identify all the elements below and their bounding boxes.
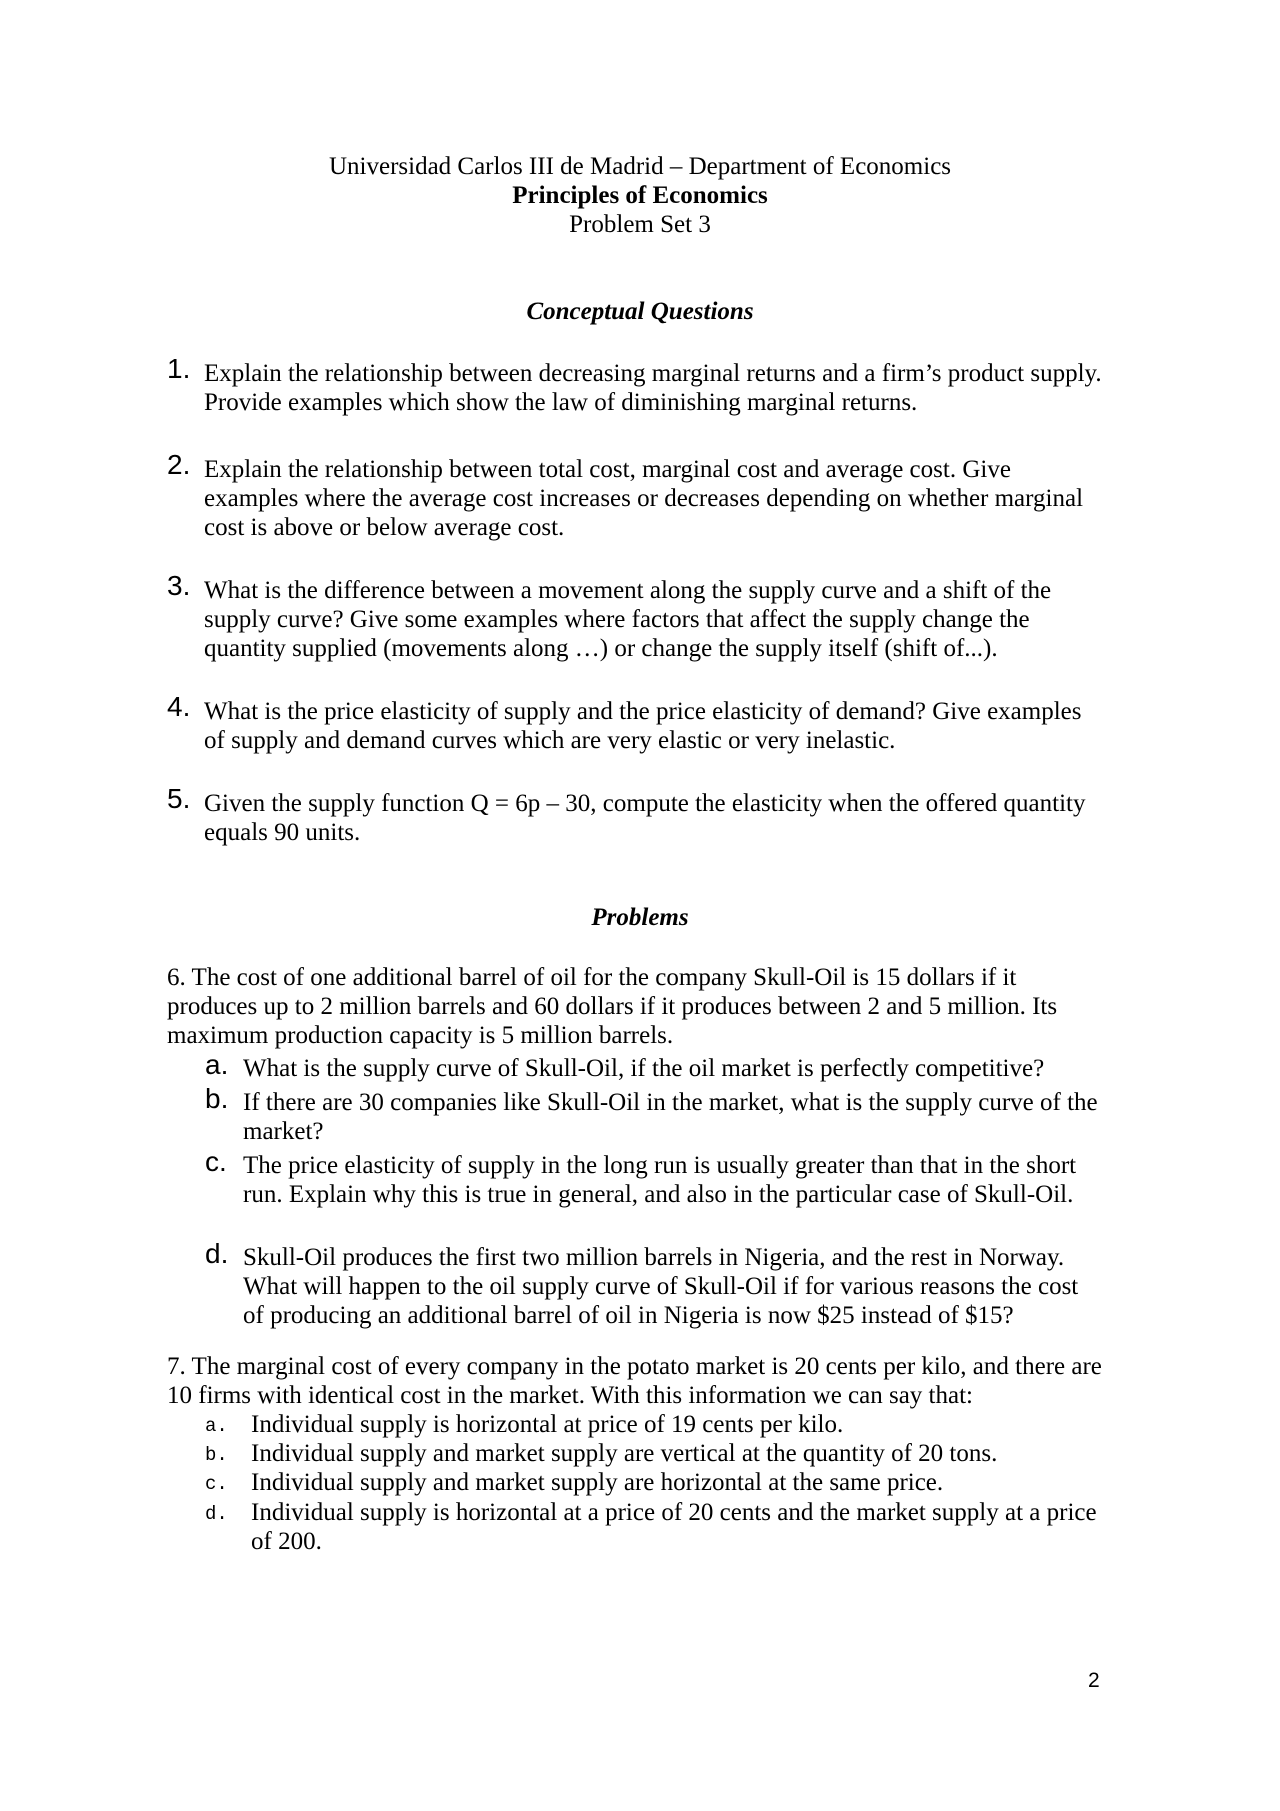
problem-6-intro: 6. The cost of one additional barrel of oil for the company Skull-Oil is 15 dollars if it produces up to 2 million barrels and 60 dollars if it produces between 2 and 5 million. Its maximum production capacity is 5 million barrels.: [167, 964, 1058, 1049]
option-label: d.: [205, 1503, 228, 1525]
page-number: 2: [1088, 1669, 1100, 1692]
question-number: 4.: [167, 691, 191, 722]
question-number: 5.: [167, 783, 191, 814]
item-text: If there are 30 companies like Skull-Oil in the market, what is the supply curve of the market?: [243, 1089, 1098, 1145]
question-text: Given the supply function Q = 6p – 30, compute the elasticity when the offered quantity equals 90 units.: [204, 790, 1086, 846]
option-text: Individual supply is horizontal at price of 19 cents per kilo.: [251, 1411, 844, 1438]
item-label: c.: [205, 1146, 227, 1177]
conceptual-questions-heading: Conceptual Questions: [526, 298, 754, 325]
question-number: 2.: [167, 449, 191, 480]
problem-7-intro: 7. The marginal cost of every company in the potato market is 20 cents per kilo, and there are 10 firms with identical cost in the market. With this information we can say that:: [167, 1353, 1102, 1409]
question-text: What is the difference between a movement along the supply curve and a shift of the supply curve? Give some examples where factors that affect the supply change the quantity supplied (movements along …) or change the supply itself (shift of...).: [204, 577, 1052, 662]
question-text: What is the price elasticity of supply and the price elasticity of demand? Give examples of supply and demand curves which are very elastic or very inelastic.: [204, 698, 1082, 754]
item-text: Skull-Oil produces the first two million barrels in Nigeria, and the rest in Norway. What will happen to the oil supply curve of Skull-Oil if for various reasons the cost of producing an additional barrel of oil in Nigeria is now $25 instead of $15?: [243, 1244, 1079, 1329]
problems-heading: Problems: [591, 904, 689, 931]
item-label: b.: [205, 1083, 229, 1114]
course-title: Principles of Economics: [512, 182, 768, 209]
option-text: Individual supply and market supply are vertical at the quantity of 20 tons.: [251, 1440, 998, 1467]
university-department: Universidad Carlos III de Madrid – Department of Economics: [328, 153, 952, 180]
option-label: c.: [205, 1473, 228, 1495]
option-label: b.: [205, 1444, 228, 1466]
option-label: a.: [205, 1415, 228, 1437]
item-label: d.: [205, 1238, 229, 1269]
question-text: Explain the relationship between total cost, marginal cost and average cost. Give examples where the average cost increases or decreases depending on whether marginal cost is above or below average cost.: [204, 456, 1084, 541]
item-text: What is the supply curve of Skull-Oil, if the oil market is perfectly competitive?: [243, 1055, 1045, 1082]
question-number: 3.: [167, 570, 191, 601]
question-text: Explain the relationship between decreasing marginal returns and a firm’s product supply. Provide examples which show the law of diminishing marginal returns.: [204, 360, 1102, 416]
option-text: Individual supply is horizontal at a price of 20 cents and the market supply at a price of 200.: [251, 1499, 1097, 1555]
problem-set-title: Problem Set 3: [569, 211, 711, 238]
item-label: a.: [205, 1049, 229, 1080]
question-number: 1.: [167, 353, 191, 384]
item-text: The price elasticity of supply in the long run is usually greater than that in the short run. Explain why this is true in general, and also in the particular case of Skull-Oil.: [243, 1152, 1077, 1208]
option-text: Individual supply and market supply are horizontal at the same price.: [251, 1469, 944, 1496]
